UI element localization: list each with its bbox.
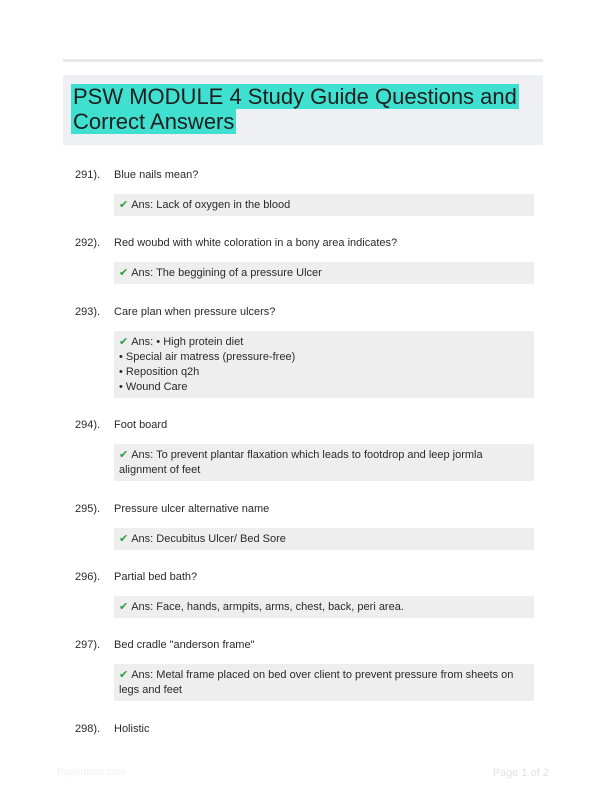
- answer-line: • Wound Care: [119, 381, 188, 393]
- qa-item: [63, 638, 543, 701]
- answer-text: Ans: • High protein diet: [131, 336, 244, 348]
- question-row: [63, 502, 543, 517]
- question-number: 291).: [75, 169, 101, 181]
- qa-item: [63, 236, 543, 284]
- qa-item: [63, 502, 543, 550]
- question-number: 294).: [75, 419, 101, 431]
- question-text: Foot board: [114, 419, 168, 431]
- qa-item: [63, 722, 543, 737]
- title-banner: [63, 75, 543, 145]
- question-text: Blue nails mean?: [114, 169, 199, 181]
- answer-box: [114, 331, 534, 398]
- answer-box: [114, 194, 534, 216]
- question-text: Bed cradle "anderson frame": [114, 639, 255, 651]
- answer-line: • Special air matress (pressure-free): [119, 351, 296, 363]
- top-divider: [63, 59, 543, 62]
- page-number: Page 1 of 2: [492, 767, 549, 779]
- question-number: 298).: [75, 723, 101, 735]
- question-text: Partial bed bath?: [114, 571, 198, 583]
- question-text: Pressure ulcer alternative name: [114, 503, 270, 515]
- check-icon: ✔: [119, 532, 129, 545]
- qa-item: [63, 418, 543, 481]
- page-title: PSW MODULE 4 Study Guide Questions and Correct Answers: [73, 84, 517, 134]
- check-icon: ✔: [119, 335, 129, 348]
- qa-item: [63, 305, 543, 398]
- answer-line: • Reposition q2h: [119, 366, 200, 378]
- answer-text: Ans: Metal frame placed on bed over client to prevent pressure from sheets on legs and feet: [119, 669, 514, 696]
- answer-text: Ans: Lack of oxygen in the blood: [131, 199, 291, 211]
- question-row: [63, 236, 543, 251]
- answer-box: [114, 528, 534, 550]
- answer-box: [114, 596, 534, 618]
- check-icon: ✔: [119, 198, 129, 211]
- question-row: [63, 305, 543, 320]
- qa-item: [63, 570, 543, 618]
- question-row: [63, 418, 543, 433]
- question-text: Red woubd with white coloration in a bony area indicates?: [114, 237, 398, 249]
- question-text: Holistic: [114, 723, 150, 735]
- answer-line: [119, 334, 529, 350]
- question-row: [63, 638, 543, 653]
- check-icon: ✔: [119, 266, 129, 279]
- question-number: 295).: [75, 503, 101, 515]
- check-icon: ✔: [119, 668, 129, 681]
- question-number: 297).: [75, 639, 101, 651]
- answer-box: [114, 664, 534, 701]
- answer-box: [114, 444, 534, 481]
- answer-text: Ans: To prevent plantar flaxation which leads to footdrop and leep jormla alignment of feet: [119, 449, 483, 476]
- question-row: [63, 168, 543, 183]
- question-number: 296).: [75, 571, 101, 583]
- question-text: Care plan when pressure ulcers?: [114, 306, 276, 318]
- question-number: 293).: [75, 306, 101, 318]
- check-icon: ✔: [119, 600, 129, 613]
- footer-watermark: Papertiteic.com: [57, 767, 126, 778]
- answer-text: Ans: Face, hands, armpits, arms, chest, back, peri area.: [131, 601, 404, 613]
- question-row: [63, 722, 543, 737]
- question-row: [63, 570, 543, 585]
- qa-item: [63, 168, 543, 216]
- answer-box: [114, 262, 534, 284]
- check-icon: ✔: [119, 448, 129, 461]
- answer-text: Ans: Decubitus Ulcer/ Bed Sore: [131, 533, 286, 545]
- answer-text: Ans: The beggining of a pressure Ulcer: [131, 267, 322, 279]
- question-number: 292).: [75, 237, 101, 249]
